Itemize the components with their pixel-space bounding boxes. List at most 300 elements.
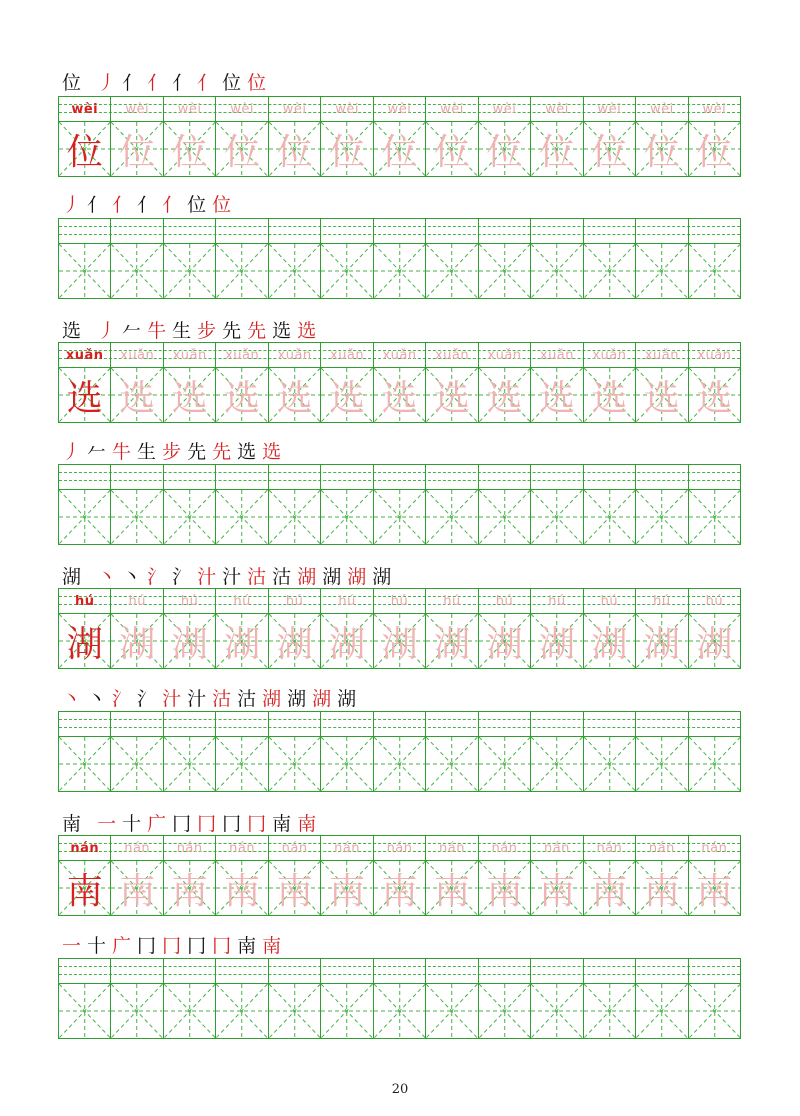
stroke-step: 丶 — [122, 566, 142, 588]
stroke-step: 南 — [237, 935, 257, 957]
stroke-step: 亻 — [197, 72, 217, 94]
writing-cell[interactable] — [689, 984, 740, 1038]
mizi-guide — [374, 244, 425, 298]
pinyin-cell[interactable] — [374, 712, 426, 736]
pinyin-cell: xuǎn — [269, 343, 321, 367]
mizi-guide — [164, 737, 215, 791]
writing-cell[interactable] — [584, 490, 636, 544]
writing-cell[interactable] — [216, 244, 268, 298]
pinyin-cell[interactable] — [269, 712, 321, 736]
pinyin-cell: wèi — [636, 97, 688, 121]
pinyin-cell[interactable] — [321, 712, 373, 736]
writing-cell[interactable] — [689, 737, 740, 791]
pinyin-cell[interactable] — [584, 712, 636, 736]
writing-cell — [216, 614, 268, 668]
writing-cell[interactable] — [216, 737, 268, 791]
stroke-step: 亻 — [147, 72, 167, 94]
stroke-step: 牛 — [147, 320, 167, 342]
stroke-step: 选 — [262, 441, 282, 463]
mizi-guide — [426, 490, 477, 544]
writing-cell — [531, 614, 583, 668]
trace-character: 位 — [591, 131, 628, 173]
trace-character: 南 — [486, 870, 523, 912]
character-row — [59, 122, 740, 176]
mizi-guide — [531, 737, 582, 791]
stroke-step: 沽 — [237, 688, 257, 710]
stroke-sequence — [97, 320, 322, 342]
pinyin-cell: hú — [636, 589, 688, 613]
pinyin-cell[interactable] — [111, 219, 163, 243]
stroke-step: 汁 — [197, 566, 217, 588]
stroke-step: 氵 — [172, 566, 192, 588]
pinyin-cell[interactable] — [216, 959, 268, 983]
pinyin-cell[interactable] — [426, 712, 478, 736]
pinyin-cell[interactable] — [216, 219, 268, 243]
stroke-step: 位 — [247, 72, 267, 94]
stroke-step: 沽 — [212, 688, 232, 710]
stroke-step: 南 — [262, 935, 282, 957]
character-row — [59, 244, 740, 298]
pinyin-cell[interactable] — [636, 959, 688, 983]
stroke-step: 湖 — [287, 688, 307, 710]
writing-cell[interactable] — [689, 490, 740, 544]
writing-cell — [321, 614, 373, 668]
stroke-step: 氵 — [147, 566, 167, 588]
pinyin-cell[interactable] — [216, 712, 268, 736]
writing-cell — [59, 614, 111, 668]
mizi-guide — [111, 244, 162, 298]
practice-grid[interactable] — [58, 218, 741, 299]
pinyin-cell[interactable] — [531, 712, 583, 736]
pinyin-cell[interactable] — [689, 465, 740, 489]
stroke-step: 冂 — [197, 813, 217, 835]
pinyin-cell[interactable] — [59, 959, 111, 983]
stroke-step: 亻 — [137, 194, 157, 216]
writing-cell — [374, 122, 426, 176]
writing-cell — [59, 368, 111, 422]
pinyin-cell[interactable] — [269, 465, 321, 489]
stroke-order-line — [62, 190, 237, 216]
writing-cell[interactable] — [111, 984, 163, 1038]
trace-character: 南 — [171, 870, 208, 912]
pinyin-cell: hú — [479, 589, 531, 613]
pinyin-cell: nán — [216, 836, 268, 860]
mizi-guide — [216, 984, 267, 1038]
writing-cell — [426, 614, 478, 668]
mizi-guide — [426, 737, 477, 791]
writing-cell[interactable] — [689, 244, 740, 298]
pinyin-cell[interactable] — [479, 959, 531, 983]
writing-cell[interactable] — [426, 244, 478, 298]
writing-cell[interactable] — [531, 737, 583, 791]
writing-cell — [321, 368, 373, 422]
stroke-step: 选 — [237, 441, 257, 463]
writing-cell[interactable] — [531, 490, 583, 544]
pinyin-cell[interactable] — [321, 219, 373, 243]
pinyin-cell[interactable] — [59, 465, 111, 489]
stroke-step: 广 — [147, 813, 167, 835]
mizi-guide — [59, 737, 110, 791]
stroke-step: 南 — [297, 813, 317, 835]
trace-character: 选 — [171, 377, 208, 419]
stroke-step: 湖 — [262, 688, 282, 710]
pinyin-cell[interactable] — [531, 219, 583, 243]
trace-character: 湖 — [381, 623, 418, 665]
pinyin-cell[interactable] — [479, 465, 531, 489]
pinyin-cell: hú — [426, 589, 478, 613]
trace-character: 南 — [591, 870, 628, 912]
pinyin-cell[interactable] — [59, 712, 111, 736]
pinyin-cell: nán — [426, 836, 478, 860]
mizi-guide — [374, 984, 425, 1038]
pinyin-cell[interactable] — [164, 959, 216, 983]
pinyin-cell[interactable] — [689, 959, 740, 983]
stroke-order-line — [62, 931, 287, 957]
stroke-step: 氵 — [137, 688, 157, 710]
stroke-step: 广 — [112, 935, 132, 957]
pinyin-row — [59, 589, 740, 614]
pinyin-cell: hú — [111, 589, 163, 613]
stroke-step: 湖 — [322, 566, 342, 588]
writing-cell — [584, 861, 636, 915]
pinyin-cell: xuǎn — [584, 343, 636, 367]
pinyin-cell: nán — [636, 836, 688, 860]
trace-character: 选 — [381, 377, 418, 419]
stroke-step: 生 — [137, 441, 157, 463]
stroke-step: 丿 — [62, 441, 82, 463]
pinyin-cell: nán — [531, 836, 583, 860]
writing-cell — [531, 122, 583, 176]
pinyin-cell: xuǎn — [59, 343, 111, 367]
writing-cell[interactable] — [636, 244, 688, 298]
trace-character: 湖 — [643, 623, 680, 665]
mizi-guide — [164, 490, 215, 544]
stroke-step: 亻 — [87, 194, 107, 216]
pinyin-cell[interactable] — [374, 959, 426, 983]
writing-cell — [269, 122, 321, 176]
trace-character: 南 — [381, 870, 418, 912]
character-row — [59, 614, 740, 668]
pinyin-cell[interactable] — [164, 465, 216, 489]
stroke-step: 亻 — [112, 194, 132, 216]
practice-grid[interactable] — [58, 958, 741, 1039]
trace-character: 选 — [119, 377, 156, 419]
character-row — [59, 368, 740, 422]
pinyin-cell: nán — [164, 836, 216, 860]
stroke-step: 位 — [187, 194, 207, 216]
writing-cell[interactable] — [426, 737, 478, 791]
mizi-guide — [479, 244, 530, 298]
writing-cell[interactable] — [374, 737, 426, 791]
writing-cell[interactable] — [584, 244, 636, 298]
pinyin-cell: wèi — [426, 97, 478, 121]
stroke-sequence — [62, 935, 287, 957]
pinyin-cell[interactable] — [111, 465, 163, 489]
copy-grid — [58, 835, 741, 916]
writing-cell — [269, 614, 321, 668]
pinyin-cell[interactable] — [111, 959, 163, 983]
writing-cell[interactable] — [59, 737, 111, 791]
stroke-step: 丿 — [62, 194, 82, 216]
writing-cell[interactable] — [321, 737, 373, 791]
trace-character: 选 — [329, 377, 366, 419]
pinyin-cell: wèi — [584, 97, 636, 121]
practice-grid[interactable] — [58, 464, 741, 545]
stroke-order-character: 湖 — [62, 566, 82, 588]
writing-cell[interactable] — [111, 244, 163, 298]
stroke-step: 𠂉 — [87, 441, 107, 463]
writing-cell[interactable] — [584, 737, 636, 791]
stroke-step: 牛 — [112, 441, 132, 463]
trace-character: 湖 — [171, 623, 208, 665]
writing-cell[interactable] — [636, 490, 688, 544]
stroke-step: 亻 — [172, 72, 192, 94]
writing-cell — [689, 122, 740, 176]
stroke-step: 湖 — [337, 688, 357, 710]
writing-cell[interactable] — [111, 490, 163, 544]
writing-cell — [164, 368, 216, 422]
writing-cell[interactable] — [636, 984, 688, 1038]
trace-character: 位 — [119, 131, 156, 173]
trace-character: 位 — [276, 131, 313, 173]
pinyin-cell: xuǎn — [164, 343, 216, 367]
pinyin-cell[interactable] — [426, 219, 478, 243]
writing-cell[interactable] — [164, 490, 216, 544]
mizi-guide — [164, 244, 215, 298]
stroke-order-line — [62, 562, 397, 588]
pinyin-cell[interactable] — [689, 219, 740, 243]
mizi-guide — [374, 490, 425, 544]
writing-cell — [584, 368, 636, 422]
pinyin-row — [59, 465, 740, 490]
writing-cell[interactable] — [374, 244, 426, 298]
stroke-step: 湖 — [372, 566, 392, 588]
writing-cell[interactable] — [164, 244, 216, 298]
writing-cell — [426, 122, 478, 176]
trace-character: 选 — [486, 377, 523, 419]
trace-character: 位 — [643, 131, 680, 173]
character-row — [59, 490, 740, 544]
stroke-step: 冂 — [212, 935, 232, 957]
pinyin-cell[interactable] — [584, 465, 636, 489]
stroke-step: 位 — [212, 194, 232, 216]
pinyin-cell[interactable] — [636, 219, 688, 243]
trace-character: 湖 — [224, 623, 261, 665]
writing-cell — [689, 614, 740, 668]
mizi-guide — [689, 244, 740, 298]
writing-cell — [426, 861, 478, 915]
pinyin-cell[interactable] — [164, 712, 216, 736]
stroke-order-character: 选 — [62, 320, 82, 342]
pinyin-cell[interactable] — [164, 219, 216, 243]
stroke-step: 十 — [122, 813, 142, 835]
pinyin-cell[interactable] — [426, 959, 478, 983]
trace-character: 南 — [119, 870, 156, 912]
pinyin-cell: wèi — [59, 97, 111, 121]
pinyin-cell[interactable] — [269, 959, 321, 983]
trace-character: 南 — [434, 870, 471, 912]
writing-cell[interactable] — [584, 984, 636, 1038]
pinyin-cell[interactable] — [636, 465, 688, 489]
stroke-step: 丿 — [97, 320, 117, 342]
mizi-guide — [111, 490, 162, 544]
writing-cell — [164, 122, 216, 176]
pinyin-cell: hú — [269, 589, 321, 613]
trace-character: 选 — [276, 377, 313, 419]
mizi-guide — [216, 737, 267, 791]
pinyin-cell[interactable] — [531, 959, 583, 983]
trace-character: 位 — [171, 131, 208, 173]
pinyin-cell[interactable] — [584, 959, 636, 983]
trace-character: 位 — [486, 131, 523, 173]
writing-cell[interactable] — [59, 244, 111, 298]
writing-cell — [111, 122, 163, 176]
stroke-step: 步 — [162, 441, 182, 463]
model-character: 选 — [66, 377, 103, 419]
writing-cell — [269, 861, 321, 915]
pinyin-cell[interactable] — [479, 712, 531, 736]
trace-character: 湖 — [329, 623, 366, 665]
writing-cell[interactable] — [269, 737, 321, 791]
pinyin-cell[interactable] — [59, 219, 111, 243]
trace-character: 南 — [224, 870, 261, 912]
copy-grid — [58, 588, 741, 669]
writing-cell[interactable] — [164, 984, 216, 1038]
trace-character: 湖 — [276, 623, 313, 665]
writing-cell[interactable] — [321, 490, 373, 544]
model-character: 湖 — [66, 623, 103, 665]
writing-cell — [111, 861, 163, 915]
pinyin-cell: nán — [111, 836, 163, 860]
stroke-step: 南 — [272, 813, 292, 835]
stroke-step: 亻 — [122, 72, 142, 94]
writing-cell[interactable] — [164, 737, 216, 791]
writing-cell[interactable] — [636, 737, 688, 791]
pinyin-cell: nán — [59, 836, 111, 860]
practice-grid[interactable] — [58, 711, 741, 792]
pinyin-cell[interactable] — [426, 465, 478, 489]
pinyin-row — [59, 219, 740, 244]
stroke-step: 一 — [62, 935, 82, 957]
stroke-sequence — [97, 813, 322, 835]
writing-cell[interactable] — [111, 737, 163, 791]
pinyin-cell: nán — [374, 836, 426, 860]
writing-cell[interactable] — [269, 244, 321, 298]
trace-character: 选 — [591, 377, 628, 419]
pinyin-cell[interactable] — [531, 465, 583, 489]
writing-cell[interactable] — [531, 244, 583, 298]
mizi-guide — [636, 244, 687, 298]
writing-cell[interactable] — [59, 490, 111, 544]
mizi-guide — [321, 244, 372, 298]
pinyin-cell: xuǎn — [374, 343, 426, 367]
writing-cell[interactable] — [321, 984, 373, 1038]
stroke-step: 湖 — [297, 566, 317, 588]
stroke-order-line — [62, 437, 287, 463]
stroke-step: 冂 — [172, 813, 192, 835]
writing-cell — [164, 614, 216, 668]
pinyin-cell: xuǎn — [111, 343, 163, 367]
writing-cell — [531, 368, 583, 422]
mizi-guide — [111, 737, 162, 791]
pinyin-cell[interactable] — [111, 712, 163, 736]
pinyin-row — [59, 836, 740, 861]
writing-cell[interactable] — [479, 244, 531, 298]
writing-cell[interactable] — [479, 984, 531, 1038]
pinyin-cell[interactable] — [216, 465, 268, 489]
writing-cell[interactable] — [374, 490, 426, 544]
writing-cell — [584, 122, 636, 176]
pinyin-cell: xuǎn — [697, 347, 732, 363]
writing-cell[interactable] — [479, 737, 531, 791]
writing-cell[interactable] — [374, 984, 426, 1038]
trace-character: 南 — [643, 870, 680, 912]
trace-character: 湖 — [486, 623, 523, 665]
pinyin-cell[interactable] — [321, 959, 373, 983]
writing-cell[interactable] — [59, 984, 111, 1038]
pinyin-cell: xuǎn — [426, 343, 478, 367]
stroke-sequence — [97, 72, 272, 94]
mizi-guide — [689, 490, 740, 544]
trace-character: 选 — [224, 377, 261, 419]
pinyin-cell[interactable] — [269, 219, 321, 243]
page-number: 20 — [391, 1082, 409, 1097]
pinyin-cell: hú — [705, 593, 724, 609]
writing-cell[interactable] — [426, 490, 478, 544]
writing-cell[interactable] — [216, 984, 268, 1038]
stroke-step: 先 — [187, 441, 207, 463]
pinyin-cell[interactable] — [689, 712, 740, 736]
pinyin-cell: wèi — [479, 97, 531, 121]
writing-cell[interactable] — [216, 490, 268, 544]
trace-character: 湖 — [119, 623, 156, 665]
pinyin-cell[interactable] — [479, 219, 531, 243]
pinyin-cell: wèi — [164, 97, 216, 121]
mizi-guide — [269, 984, 320, 1038]
pinyin-cell: wèi — [702, 101, 727, 117]
pinyin-cell: wèi — [216, 97, 268, 121]
pinyin-cell: hú — [59, 589, 111, 613]
writing-cell[interactable] — [269, 984, 321, 1038]
pinyin-cell: nán — [701, 840, 728, 856]
stroke-step: 𠂉 — [122, 320, 142, 342]
writing-cell[interactable] — [479, 490, 531, 544]
writing-cell[interactable] — [321, 244, 373, 298]
pinyin-cell: wèi — [269, 97, 321, 121]
stroke-step: 丶 — [97, 566, 117, 588]
trace-character: 选 — [434, 377, 471, 419]
pinyin-cell[interactable] — [321, 465, 373, 489]
writing-cell[interactable] — [426, 984, 478, 1038]
writing-cell — [374, 614, 426, 668]
trace-character: 湖 — [696, 623, 733, 665]
stroke-step: 冂 — [222, 813, 242, 835]
pinyin-cell[interactable] — [584, 219, 636, 243]
writing-cell[interactable] — [269, 490, 321, 544]
pinyin-cell[interactable] — [374, 219, 426, 243]
trace-character: 南 — [329, 870, 366, 912]
writing-cell — [636, 122, 688, 176]
pinyin-cell: nán — [479, 836, 531, 860]
pinyin-cell[interactable] — [374, 465, 426, 489]
pinyin-cell[interactable] — [636, 712, 688, 736]
copy-grid — [58, 96, 741, 177]
mizi-guide — [216, 490, 267, 544]
writing-cell — [216, 122, 268, 176]
stroke-step: 选 — [272, 320, 292, 342]
trace-character: 南 — [696, 870, 733, 912]
writing-cell[interactable] — [531, 984, 583, 1038]
